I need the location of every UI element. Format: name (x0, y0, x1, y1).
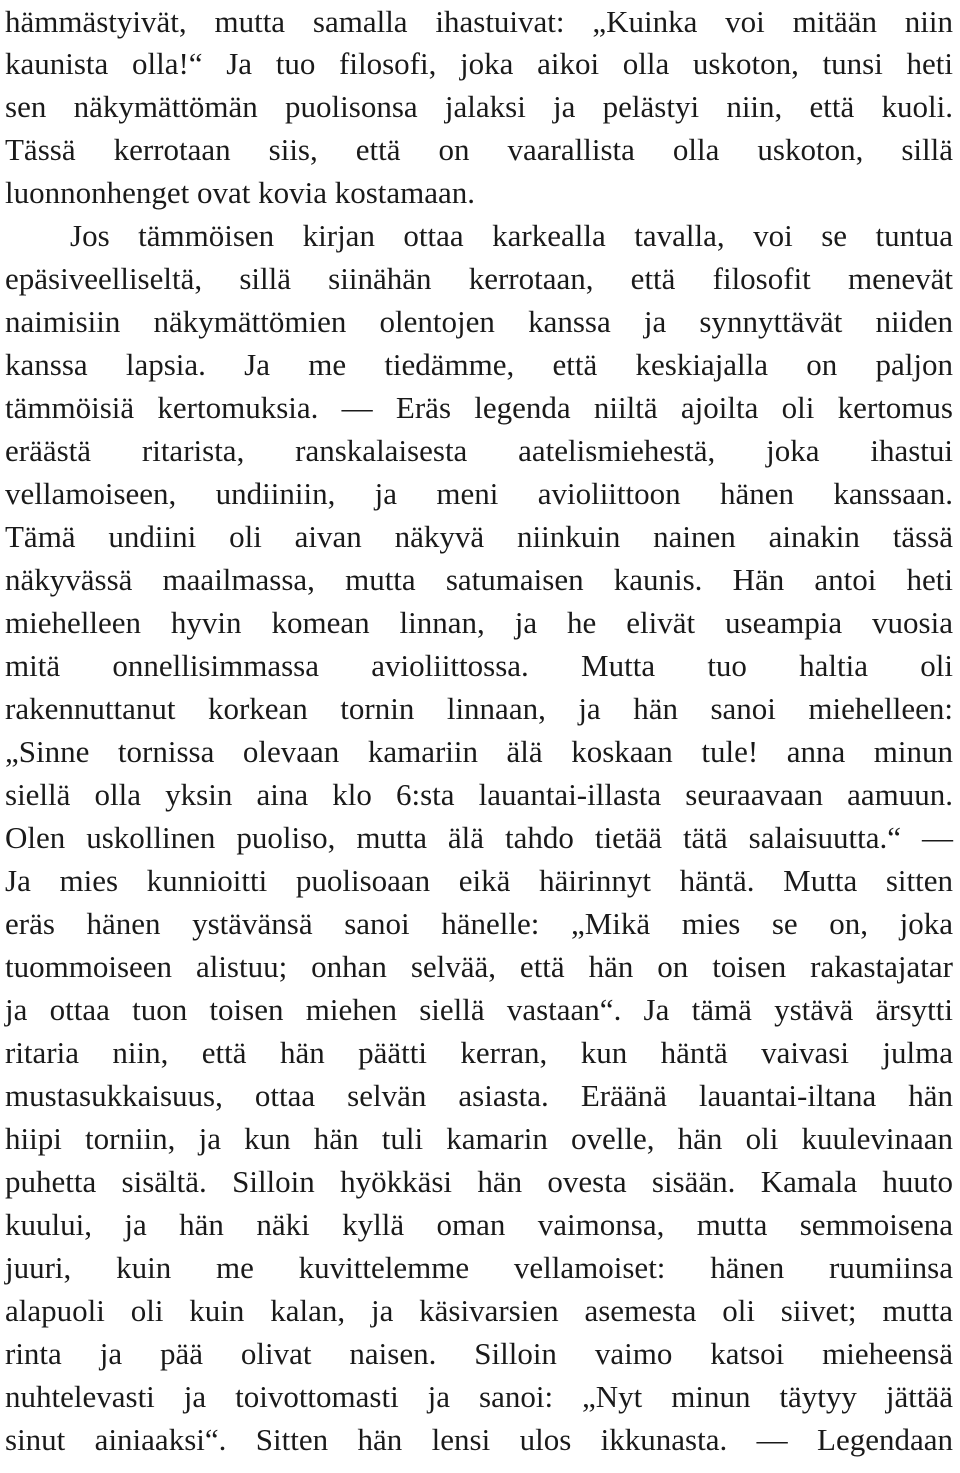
text-line: kanssa lapsia. Ja me tiedämme, että keskiajalla on paljon (5, 347, 953, 382)
text-line: ja ottaa tuon toisen miehen siellä vastaan“. Ja tämä ystävä ärsytti (5, 992, 953, 1027)
text-line: rakennuttanut korkean tornin linnaan, ja hän sanoi miehelleen: (5, 691, 953, 726)
text-line: rinta ja pää olivat naisen. Silloin vaimo katsoi mieheensä (5, 1336, 953, 1371)
text-line: kuului, ja hän näki kyllä oman vaimonsa, mutta semmoisena (5, 1207, 953, 1242)
text-line: Jos tämmöisen kirjan ottaa karkealla tavalla, voi se tuntua (70, 218, 953, 253)
text-line: epäsiveelliseltä, sillä siinähän kerrotaan, että filosofit menevät (5, 261, 953, 296)
text-line: miehelleen hyvin komean linnan, ja he elivät useampia vuosia (5, 605, 953, 640)
text-line: Ja mies kunnioitti puolisoaan eikä häirinnyt häntä. Mutta sitten (5, 863, 953, 898)
text-line: hämmästyivät, mutta samalla ihastuivat: „Kuinka voi mitään niin (5, 4, 953, 39)
text-line: tämmöisiä kertomuksia. — Eräs legenda niiltä ajoilta oli kertomus (5, 390, 953, 425)
text-line: kaunista olla!“ Ja tuo filosofi, joka aikoi olla uskoton, tunsi heti (5, 46, 953, 81)
text-line: vellamoiseen, undiiniin, ja meni avioliittoon hänen kanssaan. (5, 476, 953, 511)
text-line: eräs hänen ystävänsä sanoi hänelle: „Mikä mies se on, joka (5, 906, 953, 941)
text-line: sinut ainiaaksi“. Sitten hän lensi ulos ikkunasta. — Legendaan (5, 1422, 953, 1457)
text-line: mustasukkaisuus, ottaa selvän asiasta. Eräänä lauantai-iltana hän (5, 1078, 953, 1113)
text-line: luonnonhenget ovat kovia kostamaan. (5, 175, 476, 210)
text-line: tuommoiseen alistuu; onhan selvää, että hän on toisen rakastajatar (5, 949, 953, 984)
text-line: Olen uskollinen puoliso, mutta älä tahdo tietää tätä salaisuutta.“ — (5, 820, 953, 855)
text-line: nuhtelevasti ja toivottomasti ja sanoi: „Nyt minun täytyy jättää (5, 1379, 953, 1414)
text-line: näkyvässä maailmassa, mutta satumaisen kaunis. Hän antoi heti (5, 562, 953, 597)
text-line: mitä onnellisimmassa avioliittossa. Mutta tuo haltia oli (5, 648, 953, 683)
text-line: Tämä undiini oli aivan näkyvä niinkuin nainen ainakin tässä (5, 519, 953, 554)
text-line: alapuoli oli kuin kalan, ja käsivarsien asemesta oli siivet; mutta (5, 1293, 953, 1328)
text-line: puhetta sisältä. Silloin hyökkäsi hän ovesta sisään. Kamala huuto (5, 1164, 953, 1199)
text-line: juuri, kuin me kuvittelemme vellamoiset: hänen ruumiinsa (5, 1250, 953, 1285)
text-line: hiipi torniin, ja kun hän tuli kamarin ovelle, hän oli kuulevinaan (5, 1121, 953, 1156)
text-line: naimisiin näkymättömien olentojen kanssa ja synnyttävät niiden (5, 304, 953, 339)
text-line: ritaria niin, että hän päätti kerran, kun häntä vaivasi julma (5, 1035, 953, 1070)
text-line: sen näkymättömän puolisonsa jalaksi ja pelästyi niin, että kuoli. (5, 89, 953, 124)
text-line: Tässä kerrotaan siis, että on vaarallista olla uskoton, sillä (5, 132, 953, 167)
text-line: siellä olla yksin aina klo 6:sta lauantai-illasta seuraavaan aamuun. (5, 777, 953, 812)
text-line: „Sinne tornissa olevaan kamariin älä koskaan tule! anna minun (5, 734, 953, 769)
text-line: eräästä ritarista, ranskalaisesta aatelismiehestä, joka ihastui (5, 433, 953, 468)
